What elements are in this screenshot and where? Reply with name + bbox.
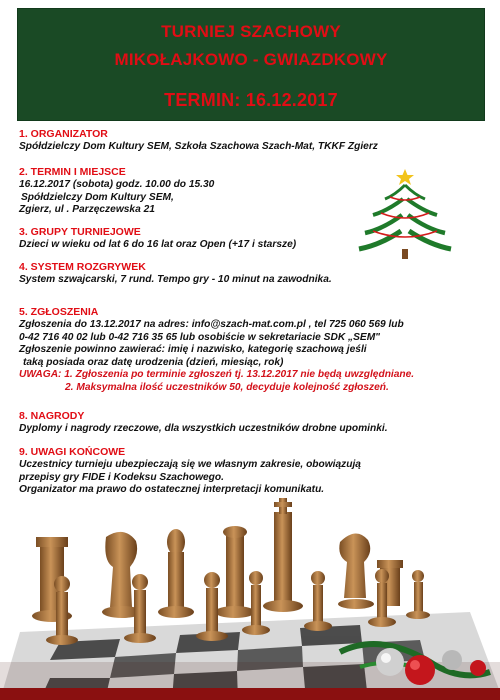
section-title: 5. ZGŁOSZENIA [19, 306, 99, 318]
section-text: Spółdzielczy Dom Kultury SEM, [21, 191, 174, 203]
section-text: Zgłoszenia do 13.12.2017 na adres: info@szach-mat.com.pl , tel 725 060 569 lub [19, 319, 404, 330]
title-line-2: MIKOŁAJKOWO - GWIAZDKOWY [114, 50, 388, 69]
christmas-tree-icon [355, 165, 455, 265]
section-applications [19, 306, 439, 394]
section-title: 1. ORGANIZATOR [19, 128, 108, 140]
section-text: Zgłoszenie powinno zawierać: imię i nazwisko, kategorię szachową jeśli [19, 344, 367, 355]
section-text: Dyplomy i nagrody rzeczowe, dla wszystkich uczestników drobne upominki. [19, 423, 388, 434]
section-title: 2. TERMIN I MIEJSCE [19, 166, 126, 178]
section-text: Spółdzielczy Dom Kultury SEM, Szkoła Szachowa Szach-Mat, TKKF Zgierz [19, 141, 378, 152]
section-text: Organizator ma prawo do ostatecznej interpretacji komunikatu. [19, 484, 325, 495]
section-text: System szwajcarski, 7 rund. Tempo gry - 10 minut na zawodnika. [19, 274, 332, 285]
header-banner [17, 8, 485, 121]
section-title: 4. SYSTEM ROZGRYWEK [19, 261, 146, 273]
warning-text: UWAGA: 1. Zgłoszenia po terminie zgłoszeń tj. 13.12.2017 nie będą uwzględniane. [19, 369, 415, 380]
section-text: Zgierz, ul . Parzęczewska 21 [19, 204, 155, 215]
section-prizes [19, 410, 439, 436]
section-title: 9. UWAGI KOŃCOWE [19, 446, 126, 458]
section-organizer [19, 128, 439, 154]
section-final [19, 446, 439, 497]
date-line: TERMIN: 16.12.2017 [164, 90, 338, 110]
section-text: Uczestnicy turnieju ubezpieczają się we własnym zakresie, obowiązują [19, 459, 361, 470]
warning-text: 2. Maksymalna ilość uczestników 50, decyduje kolejność zgłoszeń. [65, 381, 389, 393]
section-title: 3. GRUPY TURNIEJOWE [19, 226, 141, 238]
section-text: Dzieci w wieku od lat 6 do 16 lat oraz Open (+17 i starsze) [19, 239, 297, 250]
section-text: przepisy gry FIDE i Kodeksu Szachowego. [19, 471, 224, 483]
section-text: 0-42 716 40 02 lub 0-42 716 35 65 lub osobiście w sekretariacie SDK „SEM" [19, 331, 381, 343]
section-text: 16.12.2017 (sobota) godz. 10.00 do 15.30 [19, 179, 215, 190]
chess-pieces-illustration [0, 492, 500, 700]
section-text: taką posiada oraz datę urodzenia (dzień, miesiąc, rok) [23, 356, 284, 368]
title-line-1: TURNIEJ SZACHOWY [161, 22, 341, 41]
section-title: 8. NAGRODY [19, 410, 85, 422]
